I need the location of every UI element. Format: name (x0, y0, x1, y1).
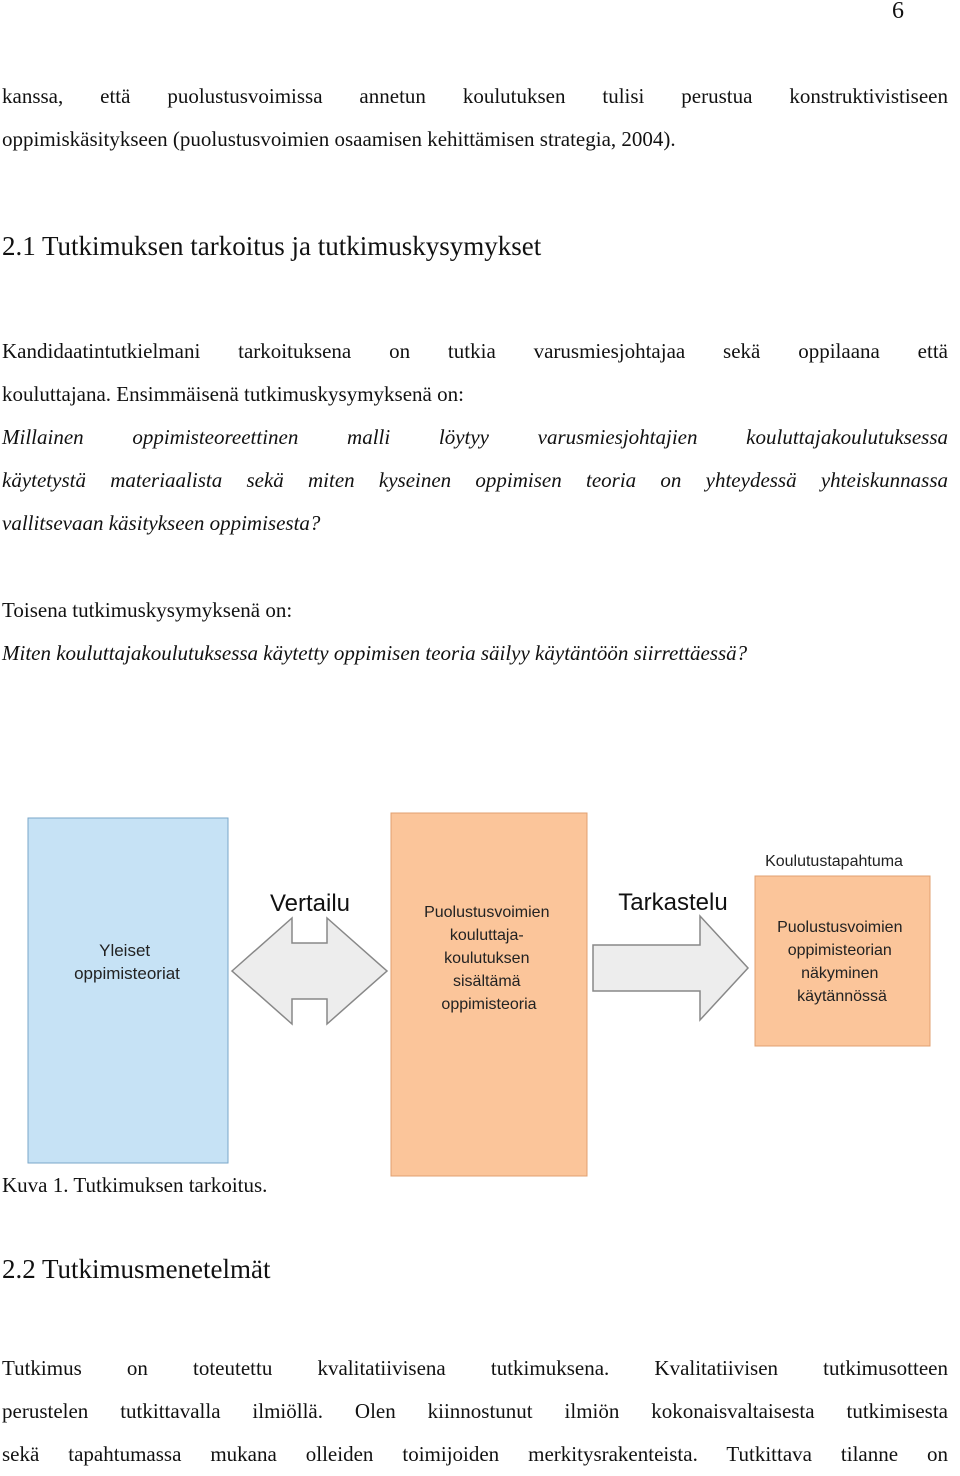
box-right-line: Puolustusvoimien (777, 919, 903, 936)
training-event-label: Koulutustapahtuma (765, 853, 903, 870)
box-left-line: Yleiset (99, 941, 151, 960)
section-heading: 2.2 Tutkimusmenetelmät (2, 1254, 271, 1284)
research-question-line: Millainen oppimisteoreettinen malli löytyy varusmiesjohtajien kouluttajakoulutuksessa (2, 425, 948, 449)
general-theories-box (28, 818, 228, 1163)
body-text-line: perustelen tutkittavalla ilmiöllä. Olen kiinnostunut ilmiön kokonaisvaltaisesta tutkimisesta (2, 1399, 948, 1423)
box-middle-line: koulutuksen (444, 950, 530, 967)
body-text-line: Toisena tutkimuskysymyksenä on: (2, 598, 293, 622)
double-arrow-icon (232, 918, 387, 1024)
box-right-line: näkyminen (801, 965, 879, 982)
box-middle-line: Puolustusvoimien (424, 904, 550, 921)
research-question-line: käytetystä materiaalista sekä miten kyseinen oppimisen teoria on yhteydessä yhteiskunnassa (2, 468, 948, 492)
body-text-line: Kandidaatintutkielmani tarkoituksena on tutkia varusmiesjohtajaa sekä oppilaana että (2, 339, 948, 363)
box-middle-line: sisältämä (452, 973, 521, 990)
box-left-line: oppimisteoriat (74, 964, 180, 983)
research-purpose-figure (0, 758, 960, 1178)
defence-forces-theory-box (391, 813, 587, 1176)
arrow-right-icon (593, 916, 748, 1020)
box-middle-line: oppimisteoria (441, 996, 537, 1013)
body-text-line: kouluttajana. Ensimmäisenä tutkimuskysymyksenä on: (2, 382, 464, 406)
box-right-line: oppimisteorian (787, 942, 892, 959)
theory-in-practice-box (755, 876, 930, 1046)
comparison-label: Vertailu (269, 890, 351, 917)
body-text-line: oppimiskäsitykseen (puolustusvoimien osaamisen kehittämisen strategia, 2004). (2, 127, 676, 151)
research-question-line: vallitsevaan käsitykseen oppimisesta? (2, 511, 321, 535)
research-question-line: Miten kouluttajakoulutuksessa käytetty oppimisen teoria säilyy käytäntöön siirrettäessä? (2, 641, 748, 665)
section-heading: 2.1 Tutkimuksen tarkoitus ja tutkimuskysymykset (2, 231, 542, 261)
box-right-line: käytännössä (797, 988, 887, 1005)
body-text-line: sekä tapahtumassa mukana olleiden toimijoiden merkitysrakenteista. Tutkittava tilanne on (2, 1442, 948, 1466)
examination-label: Tarkastelu (618, 889, 728, 916)
body-text-line: kanssa, että puolustusvoimissa annetun koulutuksen tulisi perustua konstruktivistiseen (2, 84, 948, 108)
page-number: 6 (892, 0, 904, 24)
body-text-line: Tutkimus on toteutettu kvalitatiivisena tutkimuksena. Kvalitatiivisen tutkimusotteen (2, 1356, 948, 1380)
box-middle-line: kouluttaja- (449, 927, 524, 944)
figure-caption: Kuva 1. Tutkimuksen tarkoitus. (2, 1173, 268, 1197)
